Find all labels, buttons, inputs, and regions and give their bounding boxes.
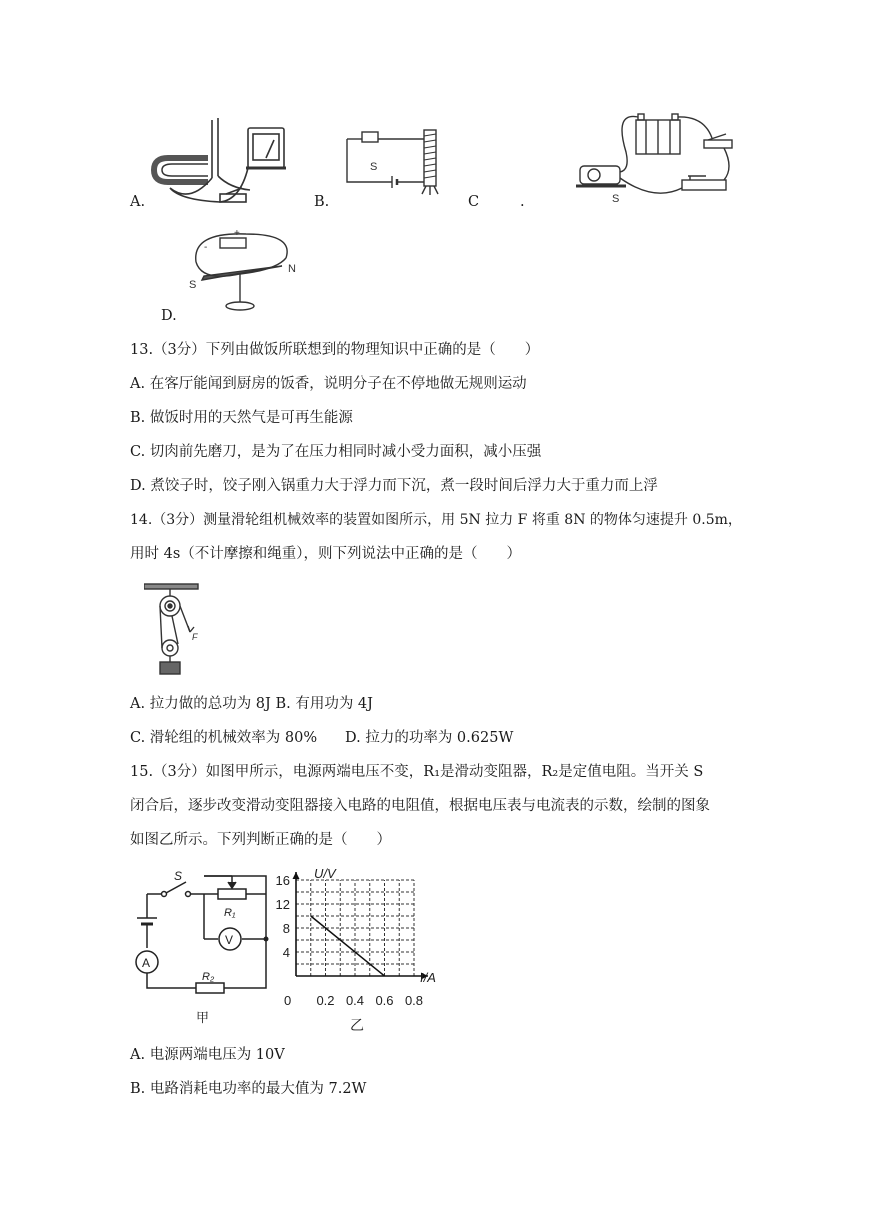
q12-figure-b (342, 124, 448, 196)
q12-option-a-label: A. (130, 194, 146, 210)
q15-ui-graph (274, 864, 454, 1034)
q13-stem: 13.（3分）下列由做饭所联想到的物理知识中正确的是（ ） (130, 342, 540, 358)
q13-option-b: B. 做饭时用的天然气是可再生能源 (130, 410, 353, 426)
x-tick-label: 0.2 (316, 993, 335, 1008)
q12-d-n-label: N (288, 263, 296, 275)
q13-option-a: A. 在客厅能闻到厨房的饭香，说明分子在不停地做无规则运动 (130, 376, 527, 392)
q15-circuit-caption: 甲 (196, 1010, 210, 1025)
q15-stem-line1: 15.（3分）如图甲所示，电源两端电压不变，R₁是滑动变阻器，R₂是定值电阻。当开关 S (130, 764, 704, 780)
q15-stem-line3: 如图乙所示。下列判断正确的是（ ） (130, 832, 391, 848)
series-line (311, 916, 385, 976)
x-tick-label: 0.4 (345, 993, 365, 1008)
q14-option-d: D. 拉力的功率为 0.625W (345, 730, 514, 746)
graph-series (311, 916, 385, 976)
y-tick-label: 16 (275, 873, 290, 888)
q14-stem-line2: 用时 4s（不计摩擦和绳重），则下列说法中正确的是（ ） (130, 546, 522, 562)
x-tick-label: 0.6 (375, 993, 394, 1008)
graph-x-axis-label: I/A (420, 970, 436, 985)
q12-option-c-dot: . (520, 194, 525, 210)
q12-d-plus-label: + (234, 228, 240, 239)
q14-pulley-figure (144, 582, 208, 678)
y-tick-label: 4 (282, 945, 290, 960)
q12-figure-a (150, 118, 290, 210)
q14-option-ab: A. 拉力做的总功为 8J B. 有用功为 4J (130, 696, 373, 712)
graph-y-axis-label: U/V (314, 866, 336, 881)
q12-b-switch-label: S (370, 161, 378, 173)
q15-circuit-diagram (126, 866, 276, 1026)
y-tick-label: 12 (275, 897, 290, 912)
graph-caption: 乙 (350, 1017, 364, 1033)
q12-figure-c (574, 112, 740, 204)
y-axis-arrow (293, 872, 300, 879)
y-tick-label: 8 (282, 921, 290, 936)
q15-stem-line2: 闭合后，逐步改变滑动变阻器接入电路的电阻值，根据电压表与电流表的示数，绘制的图象 (130, 798, 710, 814)
q15-switch-label: S (174, 869, 183, 883)
q12-c-switch-label: S (612, 193, 620, 204)
q15-r1-label: R₁ (224, 907, 236, 919)
q15-voltmeter-label: V (225, 933, 234, 947)
q13-option-d: D. 煮饺子时，饺子刚入锅重力大于浮力而下沉，煮一段时间后浮力大于重力而上浮 (130, 478, 658, 494)
q14-option-c: C. 滑轮组的机械效率为 80% (130, 730, 318, 746)
q12-d-minus-label: - (204, 242, 208, 253)
graph-origin-label: 0 (284, 993, 292, 1008)
q15-r2-label: R₂ (202, 971, 215, 983)
q15-ammeter-label: A (142, 956, 151, 970)
q13-option-c: C. 切肉前先磨刀，是为了在压力相同时减小受力面积，减小压强 (130, 444, 542, 460)
q12-option-b-label: B. (314, 194, 330, 210)
q12-figure-d (186, 226, 306, 314)
q12-option-d-label: D. (161, 308, 177, 324)
q14-stem-line1: 14.（3分）测量滑轮组机械效率的装置如图所示，用 5N 拉力 F 将重 8N 的物体匀速提升 0.5m， (130, 512, 742, 528)
x-tick-label: 0.8 (404, 993, 424, 1008)
q12-option-c-label: C (468, 194, 480, 210)
q15-option-a: A. 电源两端电压为 10V (130, 1047, 285, 1063)
q14-force-label: F (192, 632, 198, 642)
graph-grid (296, 880, 414, 976)
q15-option-b: B. 电路消耗电功率的最大值为 7.2W (130, 1081, 367, 1097)
graph-axes (293, 872, 429, 980)
q12-d-s-label: S (189, 279, 197, 291)
